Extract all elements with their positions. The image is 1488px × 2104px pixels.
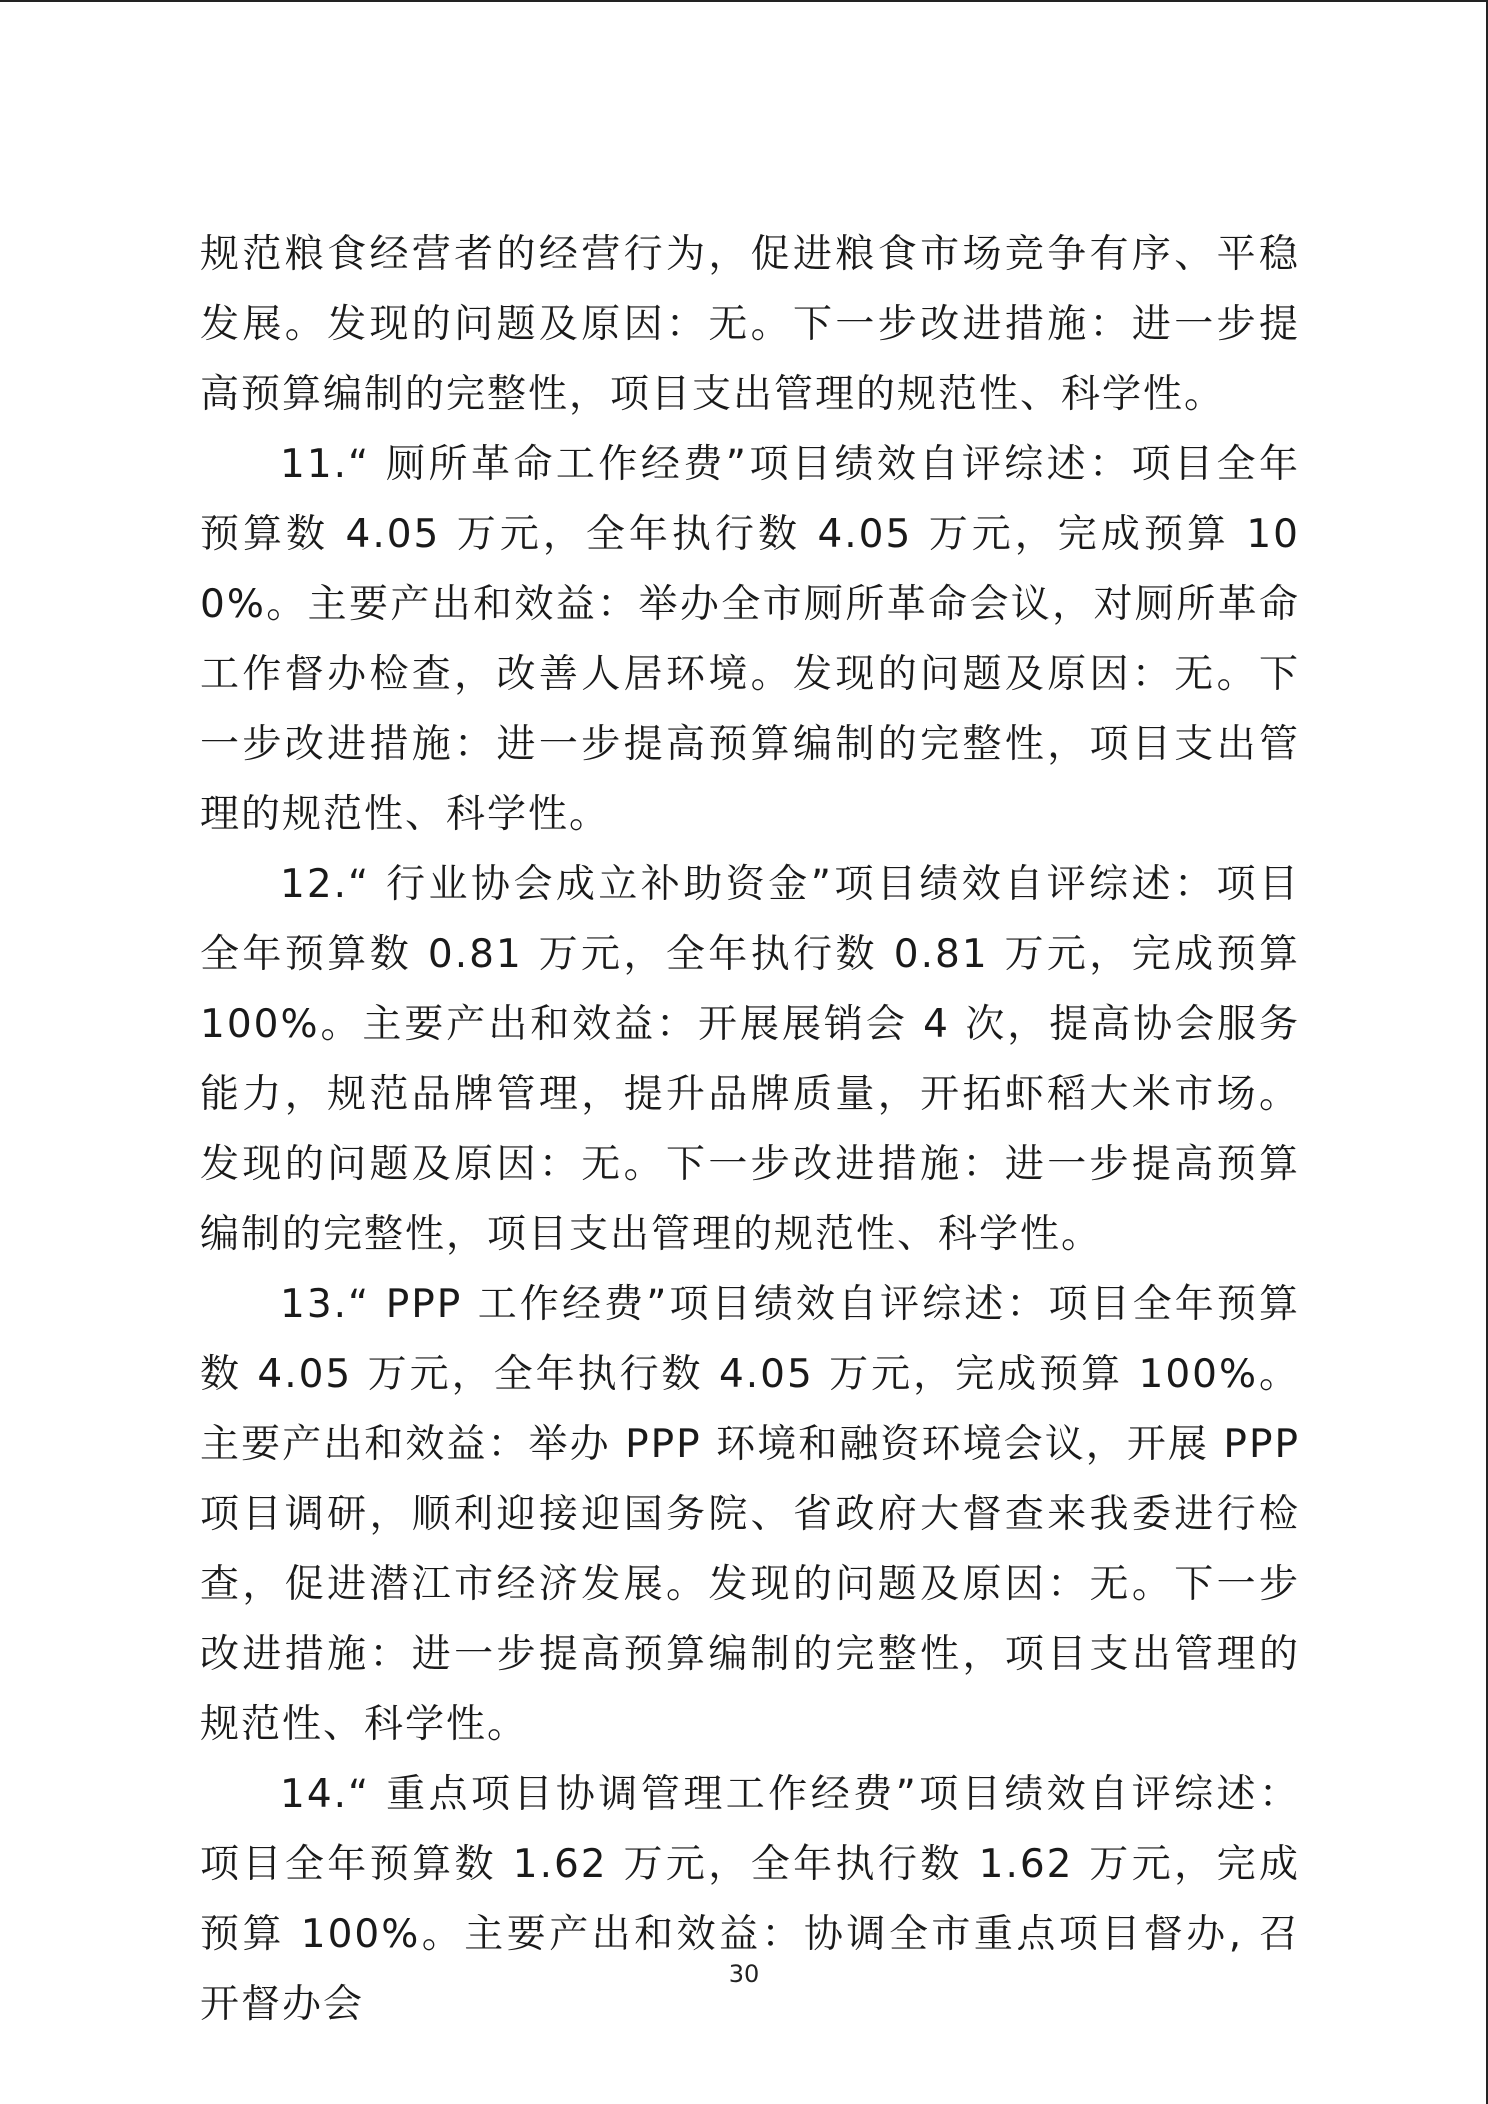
paragraph-item-14: 14.“ 重点项目协调管理工作经费”项目绩效自评综述：项目全年预算数 1.62 万元，全年执行数 1.62 万元，完成预算 100%。主要产出和效益：协调全市重点项目督办, 召开督办会 <box>200 1772 1300 2027</box>
page-number: 30 <box>728 1960 760 1988</box>
document-body <box>200 220 1300 2040</box>
paragraph-item-12: 12.“ 行业协会成立补助资金”项目绩效自评综述：项目全年预算数 0.81 万元，全年执行数 0.81 万元，完成预算 100%。主要产出和效益：开展展销会 4 次，提高协会服务能力，规范品牌管理，提升品牌质量，开拓虾稻大米市场。发现的问题及原因：无。下一步改进措施：进一步提高预算编制的完整性，项目支出管理的规范性、科学性。 <box>200 862 1300 1257</box>
paragraph-item-11: 11.“ 厕所革命工作经费”项目绩效自评综述：项目全年预算数 4.05 万元，全年执行数 4.05 万元，完成预算 100%。主要产出和效益：举办全市厕所革命会议，对厕所革命工作督办检查，改善人居环境。发现的问题及原因：无。下一步改进措施：进一步提高预算编制的完整性，项目支出管理的规范性、科学性。 <box>200 442 1300 837</box>
paragraph-item-13: 13.“ PPP 工作经费”项目绩效自评综述：项目全年预算数 4.05 万元，全年执行数 4.05 万元，完成预算 100%。主要产出和效益：举办 PPP 环境和融资环境会议，开展 PPP 项目调研，顺利迎接迎国务院、省政府大督查来我委进行检查，促进潜江市经济发展。发现的问题及原因：无。下一步改进措施：进一步提高预算编制的完整性，项目支出管理的规范性、科学性。 <box>200 1282 1300 1747</box>
paragraph-continuation: 规范粮食经营者的经营行为，促进粮食市场竞争有序、平稳发展。发现的问题及原因：无。下一步改进措施：进一步提高预算编制的完整性，项目支出管理的规范性、科学性。 <box>200 232 1300 417</box>
